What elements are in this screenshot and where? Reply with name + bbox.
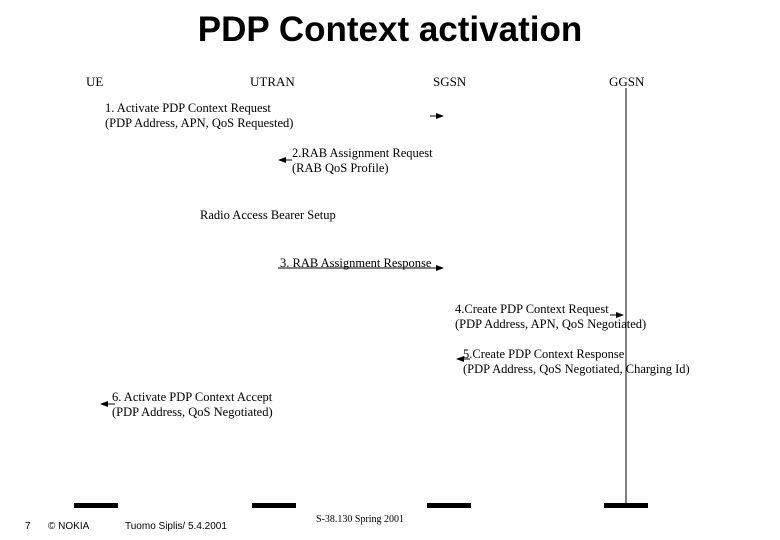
- author-date: Tuomo Siplis/ 5.4.2001: [125, 521, 227, 532]
- m6-label: 6. Activate PDP Context Accept: [112, 390, 273, 404]
- m4-label: 4.Create PDP Context Request: [455, 302, 609, 316]
- ue-base-bar: [74, 503, 118, 508]
- sgsn-base-bar: [427, 503, 471, 508]
- entity-ggsn: GGSN: [609, 74, 645, 89]
- course-footer: S-38.130 Spring 2001: [316, 514, 405, 525]
- entity-sgsn: SGSN: [433, 74, 467, 89]
- m3-label: 3. RAB Assignment Response: [280, 256, 432, 270]
- rab-setup-label: Radio Access Bearer Setup: [200, 208, 336, 222]
- m5-params: (PDP Address, QoS Negotiated, Charging Id): [463, 362, 690, 376]
- company-footer: © NOKIA: [48, 521, 90, 532]
- entity-ue: UE: [86, 74, 104, 89]
- entity-utran: UTRAN: [250, 74, 295, 89]
- m6-params: (PDP Address, QoS Negotiated): [112, 405, 273, 419]
- m1-params: (PDP Address, APN, QoS Requested): [105, 116, 294, 130]
- page-number: 7: [25, 521, 31, 532]
- m2-params: (RAB QoS Profile): [292, 161, 389, 175]
- m1-label: 1. Activate PDP Context Request: [105, 101, 271, 115]
- m2-label: 2.RAB Assignment Request: [292, 146, 433, 160]
- m5-label: 5.Create PDP Context Response: [463, 347, 625, 361]
- utran-base-bar: [252, 503, 296, 508]
- m4-params: (PDP Address, APN, QoS Negotiated): [455, 317, 647, 331]
- ggsn-base-bar: [604, 503, 648, 508]
- page-title: PDP Context activation: [197, 10, 583, 49]
